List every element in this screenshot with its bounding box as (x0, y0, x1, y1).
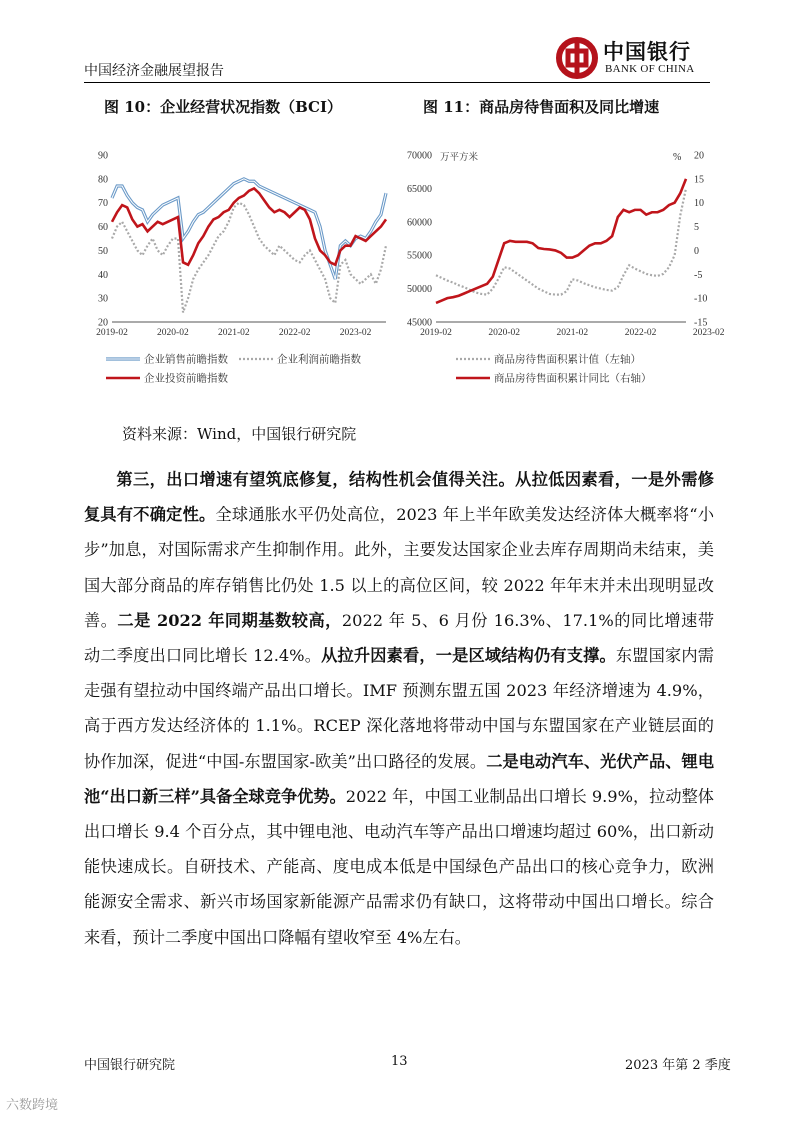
watermark: 六数跨境 (6, 1098, 59, 1113)
series-line-2 (112, 188, 386, 264)
legend-yoy-label: 商品房待售面积累计同比（右轴） (494, 373, 652, 385)
y-left-tick-label: 50000 (407, 284, 432, 296)
x-tick-label: 2022-02 (624, 328, 657, 338)
y-left-tick-label: 45000 (407, 317, 432, 329)
y-right-tick-label: -15 (694, 317, 708, 329)
figure-10-title: 图 10：企业经营状况指数（BCI） (104, 98, 343, 116)
report-title: 中国经济金融展望报告 (84, 63, 224, 79)
bold-point: 二是 2022 年同期基数较高， (117, 610, 342, 630)
body-text: 全球通胀水平仍处高位，2023 年上半年欧美发达经济体大概率将“小步”加息，对国际需求产生抑制作用。此外，主要发达国家企业去库存周期尚未结束，美国大部分商品的库存销售比仍处 1.5 以上的高位区间，较 2022 年年末并未出现明显改善。 (84, 505, 715, 630)
y-right-axis-label: % (673, 152, 682, 163)
y-left-tick-label: 65000 (407, 183, 432, 195)
figure-11-title: 图 11：商品房待售面积及同比增速 (423, 98, 660, 116)
y-tick-label: 90 (98, 150, 108, 162)
source-note: 资料来源：Wind，中国银行研究院 (122, 425, 357, 443)
y-tick-label: 70 (98, 198, 108, 210)
series-line-0 (436, 188, 686, 294)
body-text: 2022 年 5、6 月份 16.3%、17.1%的同比增速带动二季度出口同比增长 12.4%。 (84, 610, 715, 666)
y-left-tick-label: 55000 (407, 250, 432, 262)
housing-inventory-chart (396, 140, 725, 392)
bci-chart (84, 140, 396, 392)
bank-name-cn: 中国银行 (603, 39, 691, 64)
body-text: 2022 年，中国工业制品出口增长 9.9%，拉动整体出口增长 9.4 个百分点，其中锂电池、电动汽车等产品出口增速均超过 60%，出口新动能快速成长。自研技术、产能高、度电成本低是中国绿色产品出口的核心竞争力，欧洲能源安全需求、新兴市场国家新能源产品需求仍有缺口，这将带动中国出口增长。综合来看，预计二季度中国出口降幅有望收窄至 4%左右。 (84, 786, 714, 947)
x-tick-label: 2019-02 (96, 328, 128, 338)
y-right-tick-label: -5 (694, 269, 703, 281)
y-right-tick-label: 0 (694, 245, 699, 257)
footer-quarter: 2023 年第 2 季度 (625, 1058, 731, 1073)
x-tick-label: 2023-02 (339, 328, 372, 338)
legend-inventory-label: 商品房待售面积累计值（左轴） (494, 354, 641, 366)
y-right-tick-label: 20 (694, 150, 704, 162)
x-tick-label: 2019-02 (420, 328, 452, 338)
legend-sales-label: 企业销售前瞻指数 (144, 354, 228, 366)
y-left-axis-label: 万平方米 (440, 153, 479, 163)
series-line-0 (112, 179, 386, 279)
y-right-tick-label: 10 (694, 198, 704, 210)
y-right-tick-label: 15 (694, 174, 704, 186)
series-line-1 (112, 203, 386, 313)
bank-logo (555, 36, 715, 80)
y-tick-label: 30 (98, 293, 108, 305)
y-left-tick-label: 60000 (407, 217, 432, 229)
series-line-0-outer (112, 179, 386, 279)
x-tick-label: 2023-02 (692, 328, 725, 338)
footer-institute: 中国银行研究院 (84, 1058, 176, 1073)
header-divider (84, 82, 710, 83)
bold-lead: 第三，出口增速有望筑底修复，结构性机会值得关注。 (116, 470, 516, 489)
bank-name-en: BANK OF CHINA (605, 63, 695, 75)
y-right-tick-label: -10 (694, 293, 708, 305)
page-number: 13 (391, 1054, 408, 1069)
x-tick-label: 2020-02 (488, 328, 521, 338)
body-paragraph (84, 462, 714, 955)
y-tick-label: 60 (98, 222, 108, 234)
x-tick-label: 2022-02 (278, 328, 311, 338)
legend-investment-label: 企业投资前瞻指数 (144, 373, 228, 385)
bold-point: 从拉升因素看，一是区域结构仍有支撑。 (321, 646, 616, 666)
x-tick-label: 2020-02 (157, 328, 189, 338)
bold-point: 从拉低因素看，一是外需修复具有不确定性。 (84, 470, 714, 525)
bold-point: 二是电动汽车、光伏产品、锂电池“出口新三样”具备全球竞争优势。 (84, 751, 715, 806)
series-line-1 (436, 179, 686, 303)
legend-profit-label: 企业利润前瞻指数 (277, 354, 361, 366)
y-tick-label: 50 (98, 245, 108, 257)
x-tick-label: 2021-02 (556, 328, 589, 338)
y-right-tick-label: 5 (694, 222, 699, 234)
y-tick-label: 40 (98, 269, 108, 281)
bank-of-china-emblem-icon (555, 36, 599, 80)
y-tick-label: 20 (98, 317, 108, 329)
y-left-tick-label: 70000 (407, 150, 432, 162)
body-text: 东盟国家内需走强有望拉动中国终端产品出口增长。IMF 预测东盟五国 2023 年经济增速为 4.9%，高于西方发达经济体的 1.1%。RCEP 深化落地将带动中国与东盟国家在产业链层面的协作加深，促进“中国-东盟国家-欧美”出口路径的发展。 (84, 646, 714, 771)
x-tick-label: 2021-02 (217, 328, 250, 338)
y-tick-label: 80 (98, 174, 108, 186)
